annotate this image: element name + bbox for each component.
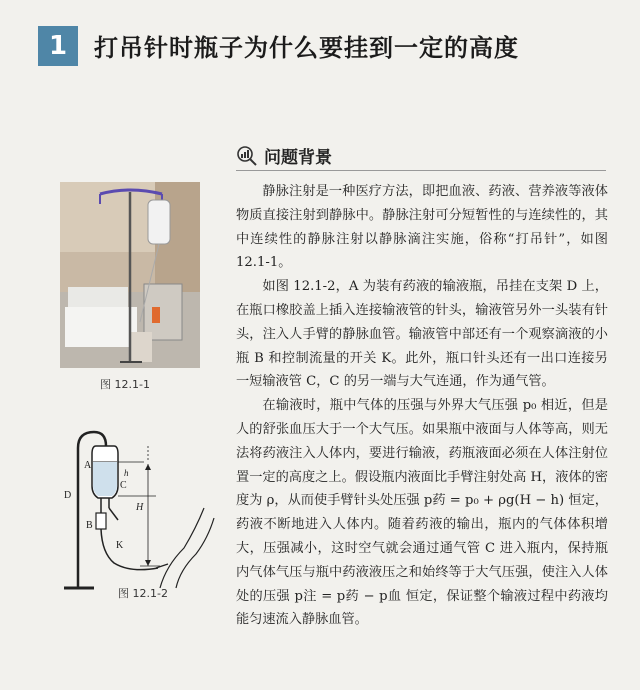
label-A: A [84,460,92,471]
label-H: H [136,502,144,513]
label-C: C [120,480,127,491]
section-divider [236,170,606,171]
section-title: 问题背景 [264,148,332,168]
iv-apparatus-diagram [56,428,216,593]
label-K: K [116,540,124,551]
chapter-title-bar [38,22,598,74]
label-D: D [64,490,72,501]
magnifier-chart-icon [236,145,258,167]
body-text [236,180,608,632]
diagram-caption: 图 12.1-2 [118,587,168,600]
label-B: B [86,520,93,531]
paragraph: 如图 12.1-2，A 为装有药液的输液瓶，吊挂在支架 D 上，在瓶口橡胶盖上插入连接输液管的针头，输液管另外一头装有针头，注入人手臂的静脉血管。输液管中部还有一个观察滴液的小瓶 B 和控制流量的开关 K。此外，瓶口针头还有一出口连接另一短输液管 C，C 的另一端与大气连通，作为通气管。 [236,279,608,390]
paragraph: 静脉注射是一种医疗方法，即把血液、药液、营养液等液体物质直接注射到静脉中。静脉注射可分短暂性的与连续性的，其中连续性的静脉注射以静脉滴注实施，俗称“打吊针”，如图 12.1-1。 [236,184,608,271]
chapter-number: 1 [38,26,78,66]
paragraph: 在输液时，瓶中气体的压强与外界大气压强 p₀ 相近，但是人的舒张血压大于一个大气压。如果瓶中液面与人体等高，则无法将药液注入人体内，要进行输液，药瓶液面必须在人体注射位置一定的高度之上。假设瓶内液面比手臂注射处高 H，液体的密度为 ρ，从而使手臂针头处压强 p药 = p₀ + ρg(H − h) 恒定，药液不断地进入人体内。随着药液的输出，瓶内的气体体积增大，压强减小，这时空气就会通过通气管 C 进入瓶内，保持瓶内气体气压与瓶中药液液压之和始终等于大气压强，使注入人体处的压强 p注 = p药 − p血 恒定，保证整个输液过程中药液均能匀速流入静脉血管。 [236,398,608,628]
section-heading [236,143,332,168]
label-h: h [124,468,129,478]
photo-caption: 图 12.1-1 [100,378,150,391]
iv-drip-photo [60,182,200,368]
chapter-title: 打吊针时瓶子为什么要挂到一定的高度 [94,34,519,62]
